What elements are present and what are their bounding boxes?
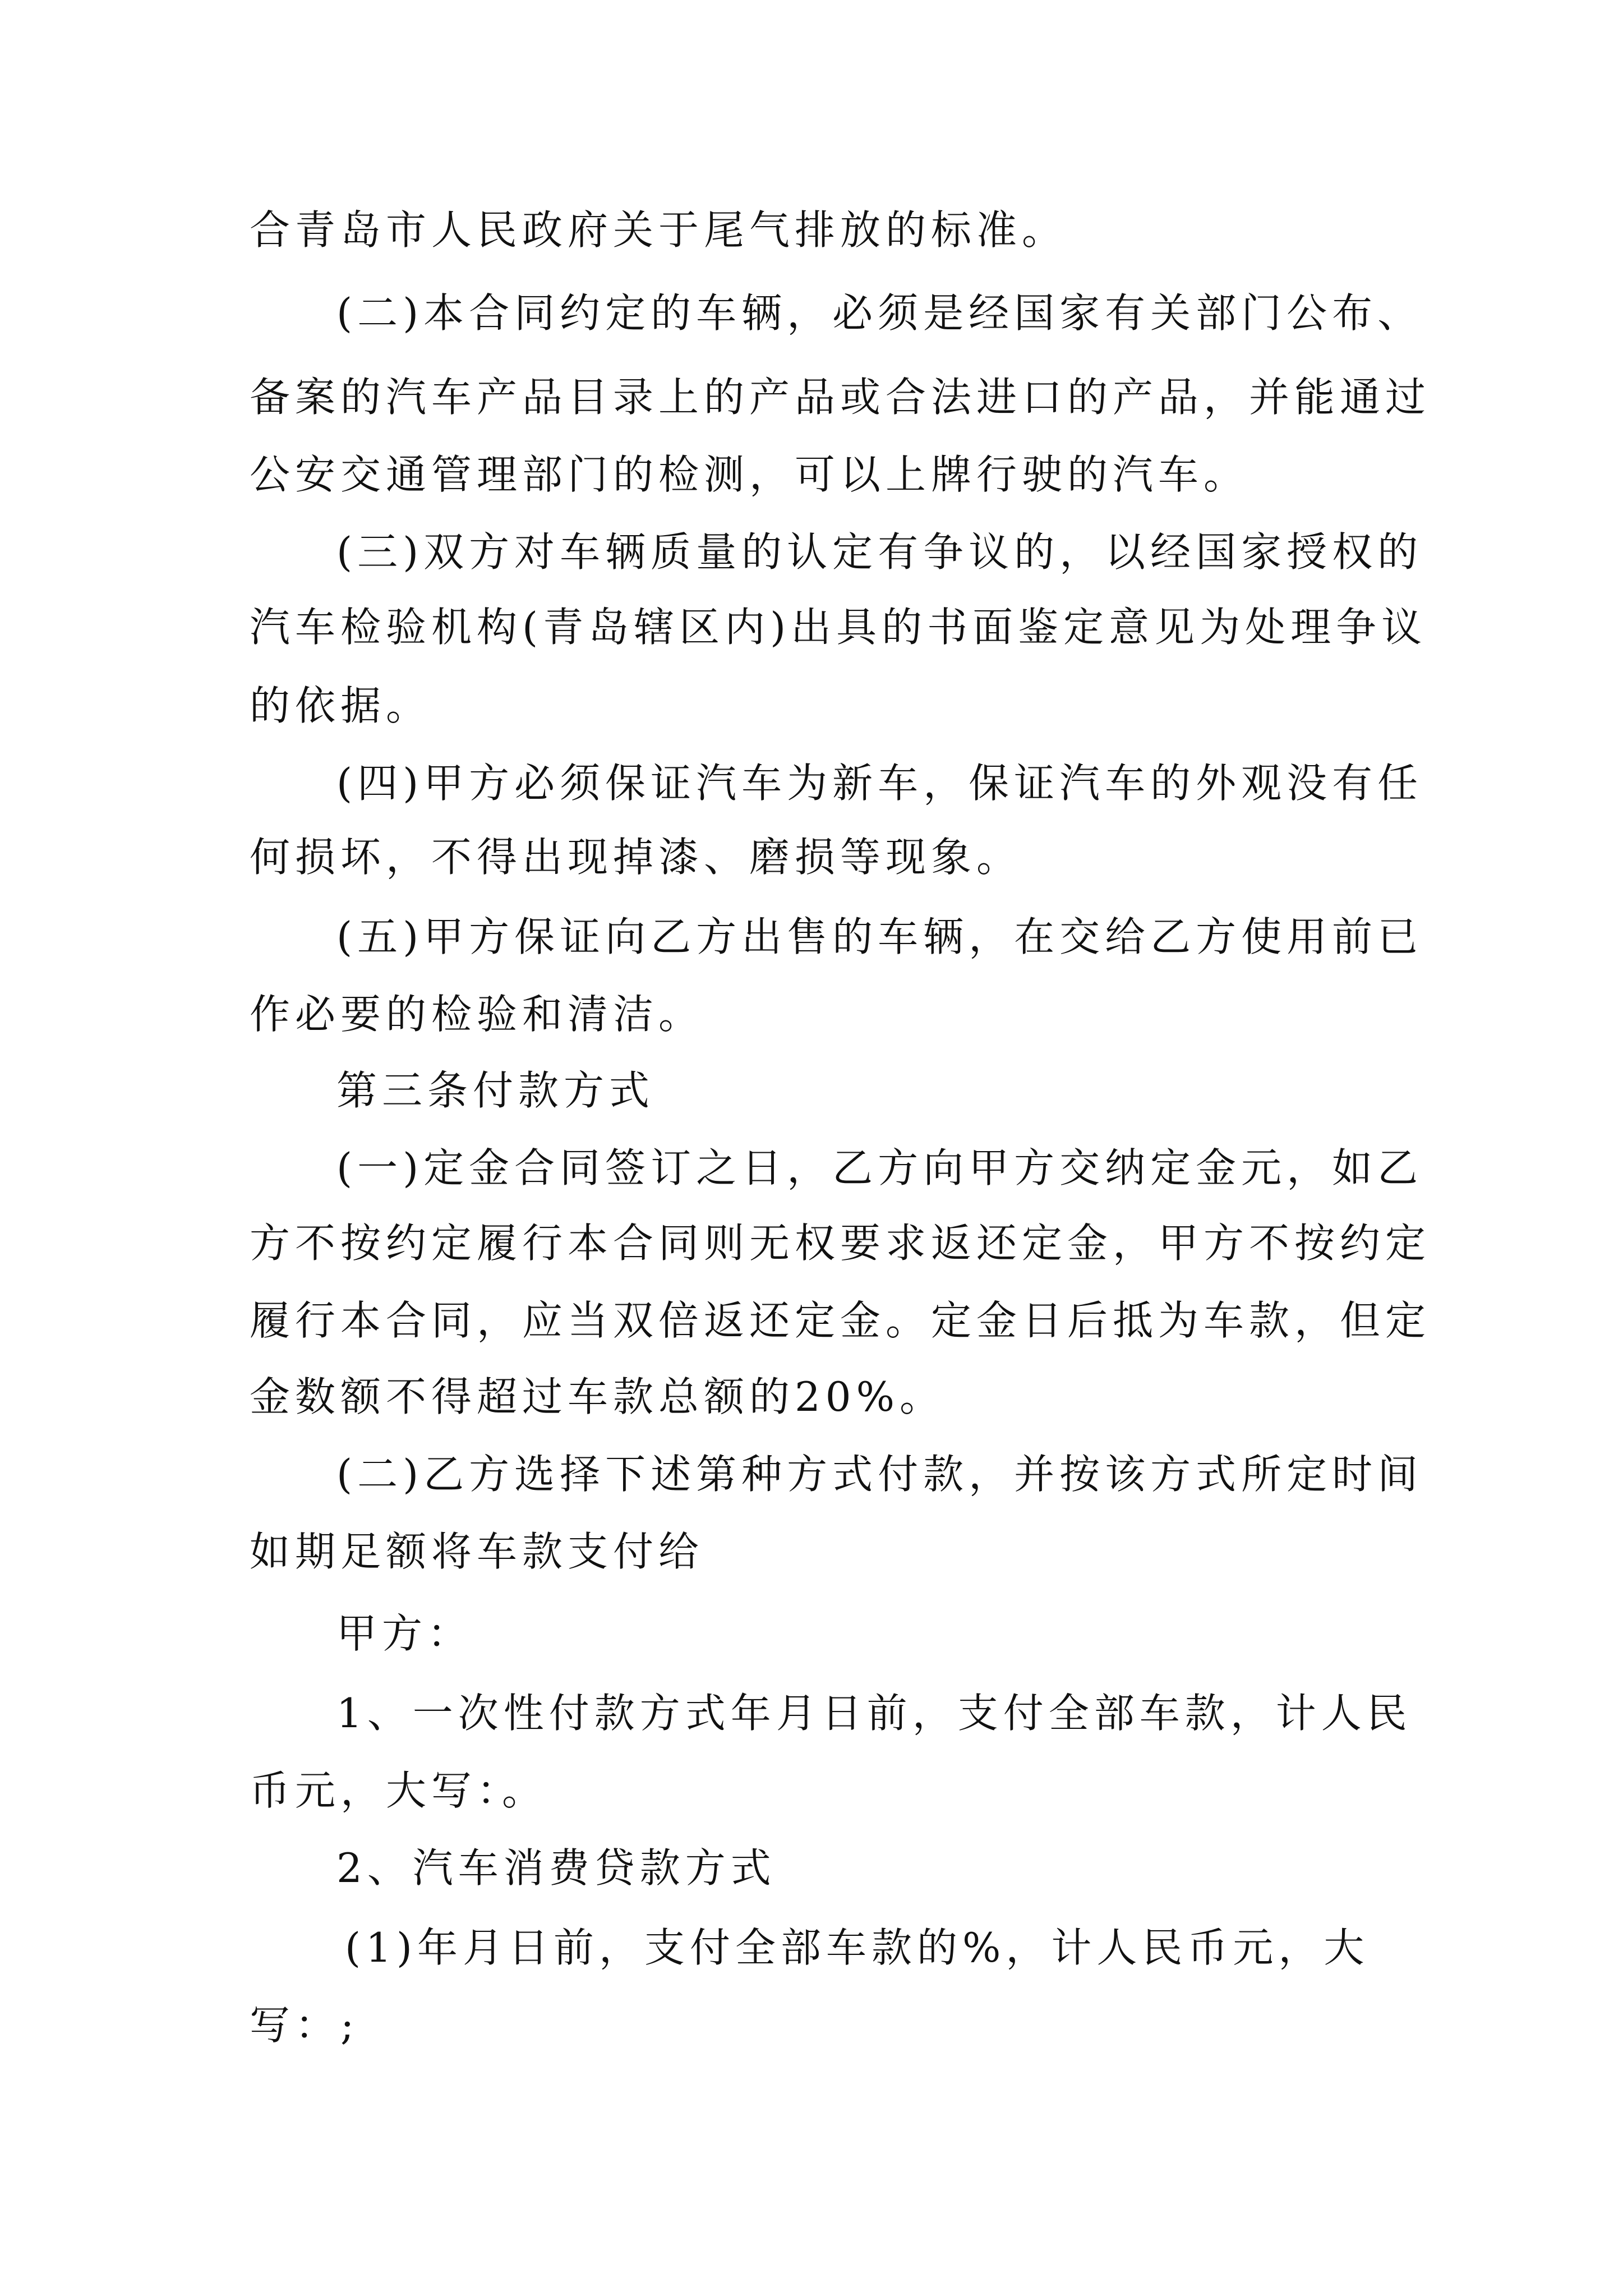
text-line: 如期足额将车款支付给 [250,1528,704,1575]
text-line: 作必要的检验和清洁。 [250,991,704,1038]
clause-2-3-line: (三)双方对车辆质量的认定有争议的，以经国家授权的 [336,528,1423,576]
text-line: 公安交通管理部门的检测，可以上牌行驶的汽车。 [250,451,1249,498]
text-line: 履行本合同，应当双倍返还定金。定金日后抵为车款，但定 [250,1297,1431,1344]
clause-3-1-line: (一)定金合同签订之日，乙方向甲方交纳定金元，如乙 [336,1144,1423,1191]
text-line: 方不按约定履行本合同则无权要求返还定金，甲方不按约定 [250,1220,1431,1267]
text-line: 合青岛市人民政府关于尾气排放的标准。 [250,206,1068,254]
clause-2-4-line: (四)甲方必须保证汽车为新车，保证汽车的外观没有任 [336,760,1423,807]
text-line: 何损坏，不得出现掉漆、磨损等现象。 [250,834,1022,881]
section-heading: 第三条付款方式 [336,1067,655,1114]
text-line: 甲方： [336,1610,473,1657]
payment-option-2-line: 2、汽车消费贷款方式 [336,1844,776,1892]
text-line: 写：; [250,2001,359,2049]
clause-2-2-line: (二)本合同约定的车辆，必须是经国家有关部门公布、 [336,289,1423,337]
payment-option-1-line: 1、一次性付款方式年月日前，支付全部车款，计人民 [336,1690,1412,1737]
text-line: 金数额不得超过车款总额的20%。 [250,1373,946,1420]
text-line: 备案的汽车产品目录上的产品或合法进口的产品，并能通过 [250,374,1431,421]
clause-2-5-line: (五)甲方保证向乙方出售的车辆，在交给乙方使用前已 [336,913,1423,960]
text-line: 汽车检验机构(青岛辖区内)出具的书面鉴定意见为处理争议 [250,604,1427,651]
payment-sub-item-line: (1)年月日前，支付全部车款的%，计人民币元，大 [345,1924,1370,1971]
clause-3-2-line: (二)乙方选择下述第种方式付款，并按该方式所定时间 [336,1451,1423,1498]
text-line: 币元，大写：。 [250,1767,548,1814]
text-line: 的依据。 [250,682,432,729]
